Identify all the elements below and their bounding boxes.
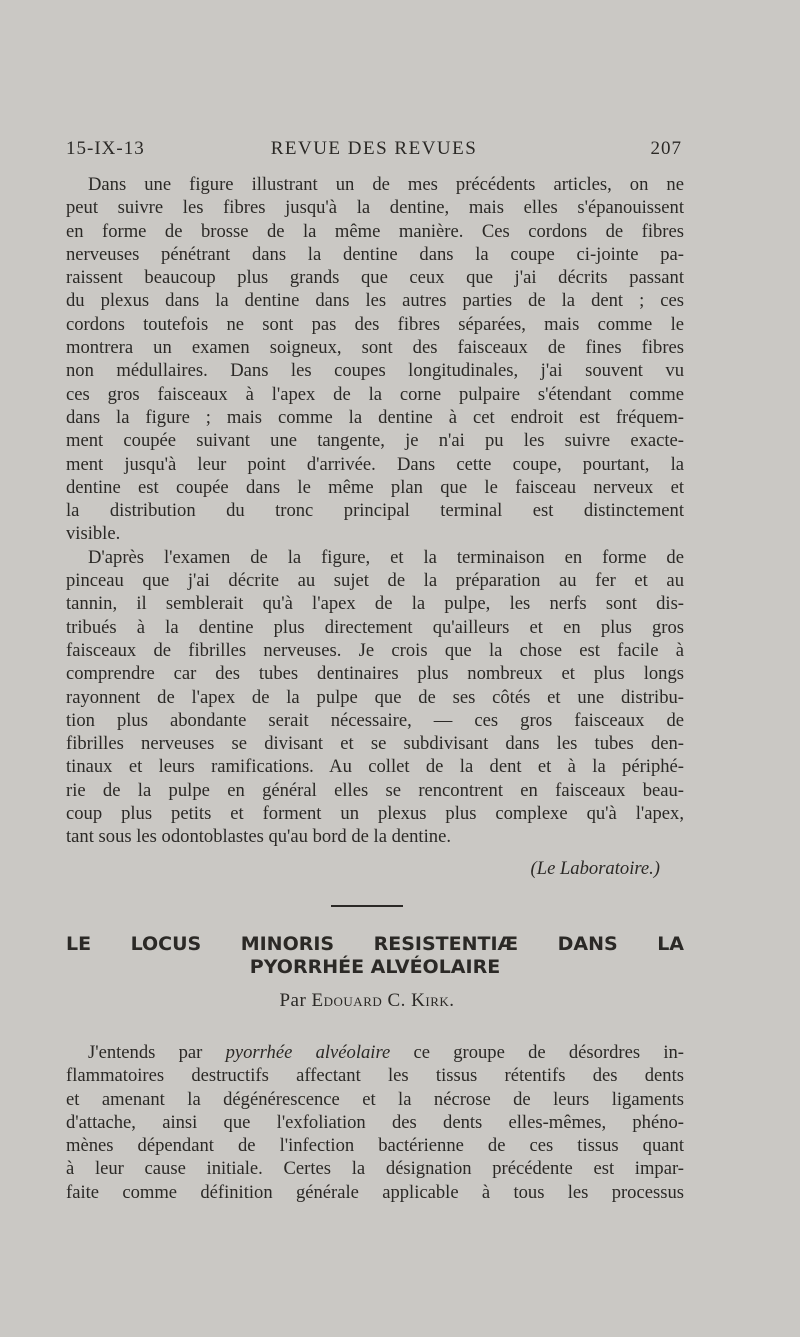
author-name: Edouard C. Kirk. bbox=[311, 990, 455, 1011]
text-line: d'attache, ainsi que l'exfoliation des dents elles-mêmes, phéno- bbox=[66, 1111, 684, 1133]
text-line: ment coupée suivant une tangente, je n'ai pu les suivre exacte- bbox=[66, 430, 684, 452]
title-word: LE bbox=[66, 933, 92, 955]
text-line: ment jusqu'à leur point d'arrivée. Dans cette coupe, pourtant, la bbox=[66, 453, 684, 475]
text-line: nerveuses pénétrant dans la dentine dans la coupe ci-jointe pa- bbox=[66, 243, 684, 265]
text-line: tribués à la dentine plus directement qu'ailleurs et en plus gros bbox=[66, 616, 684, 638]
body-text-lower bbox=[66, 1041, 684, 1204]
text-line: montrera un examen soigneux, sont des faisceaux de fines fibres bbox=[66, 337, 684, 359]
text-line: tion plus abondante serait nécessaire, — ces gros faisceaux de bbox=[66, 709, 684, 731]
text-line: visible. bbox=[66, 523, 121, 545]
text-line: Dans une figure illustrant un de mes précédents articles, on ne bbox=[88, 174, 684, 195]
section-divider bbox=[331, 905, 403, 907]
text-line: faisceaux de fibrilles nerveuses. Je crois que la chose est facile à bbox=[66, 639, 684, 661]
article-title-line-1 bbox=[66, 933, 684, 956]
emphasized-term: pyorrhée alvéolaire bbox=[225, 1042, 391, 1063]
text-line: rie de la pulpe en général elles se rencontrent en faisceaux beau- bbox=[66, 779, 684, 801]
text-line: flammatoires destructifs affectant les tissus rétentifs des dents bbox=[66, 1065, 684, 1087]
text-line: D'après l'examen de la figure, et la terminaison en forme de bbox=[88, 546, 684, 568]
text-line: dentine est coupée dans le même plan que le faisceau nerveux et bbox=[66, 476, 684, 498]
title-word: LA bbox=[657, 933, 684, 955]
text-line: dans la figure ; mais comme la dentine à cet endroit est fréquem- bbox=[66, 406, 684, 428]
text-line: tant sous les odontoblastes qu'au bord de la dentine. bbox=[66, 826, 451, 848]
header-date: 15-IX-13 bbox=[66, 138, 145, 159]
text-line: cordons toutefois ne sont pas des fibres séparées, mais comme le bbox=[66, 313, 684, 335]
text-line: fibrilles nerveuses se divisant et se subdivisant dans les tubes den- bbox=[66, 733, 684, 755]
author-byline bbox=[0, 990, 734, 1012]
text-line: pinceau que j'ai décrite au sujet de la préparation au fer et au bbox=[66, 570, 684, 592]
running-header bbox=[66, 138, 682, 164]
text-fragment: J'entends par bbox=[88, 1042, 203, 1063]
source-citation: (Le Laboratoire.) bbox=[530, 858, 660, 879]
text-fragment: ce groupe de désordres in- bbox=[413, 1042, 684, 1063]
text-line: peut suivre les fibres jusqu'à la dentine, mais elles s'épanouissent bbox=[66, 197, 684, 219]
text-line: non médullaires. Dans les coupes longitudinales, j'ai souvent vu bbox=[66, 360, 684, 382]
text-line: tannin, il semblerait qu'à l'apex de la pulpe, les nerfs sont dis- bbox=[66, 593, 684, 615]
paragraph-2 bbox=[66, 546, 684, 849]
text-line: coup plus petits et forment un plexus plus complexe qu'à l'apex, bbox=[66, 803, 684, 825]
text-line: la distribution du tronc principal terminal est distinctement bbox=[66, 500, 684, 522]
page-number: 207 bbox=[650, 138, 682, 159]
text-line bbox=[66, 1041, 684, 1064]
text-line: à leur cause initiale. Certes la désignation précédente est impar- bbox=[66, 1158, 684, 1180]
text-line: mènes dépendant de l'infection bactérienne de ces tissus quant bbox=[66, 1135, 684, 1157]
header-journal-title: REVUE DES REVUES bbox=[270, 138, 478, 159]
title-word: RESISTENTIÆ bbox=[373, 933, 519, 955]
text-line: ces gros faisceaux à l'apex de la corne pulpaire s'étendant comme bbox=[66, 383, 684, 405]
article-title-line-2: PYORRHÉE ALVÉOLAIRE bbox=[249, 956, 501, 978]
title-word: LOCUS bbox=[130, 933, 202, 955]
text-line: du plexus dans la dentine dans les autres parties de la dent ; ces bbox=[66, 290, 684, 312]
text-line: comprendre car des tubes dentinaires plus nombreux et plus longs bbox=[66, 663, 684, 685]
text-line: tinaux et leurs ramifications. Au collet de la dent et à la périphé- bbox=[66, 756, 684, 778]
text-line: et amenant la dégénérescence et la nécrose de leurs ligaments bbox=[66, 1088, 684, 1110]
text-line: raissent beaucoup plus grands que ceux que j'ai décrits passant bbox=[66, 267, 684, 289]
body-text-upper bbox=[66, 173, 684, 849]
text-line: faite comme définition générale applicable à tous les processus bbox=[66, 1181, 684, 1203]
article-title bbox=[66, 933, 684, 979]
text-line: rayonnent de l'apex de la pulpe que de ses côtés et une distribu- bbox=[66, 686, 684, 708]
title-word: DANS bbox=[557, 933, 618, 955]
title-word: MINORIS bbox=[240, 933, 335, 955]
paragraph-3 bbox=[66, 1041, 684, 1204]
paragraph-1 bbox=[66, 173, 684, 546]
byline-prefix: Par bbox=[279, 990, 307, 1011]
text-line: en forme de brosse de la même manière. Ces cordons de fibres bbox=[66, 220, 684, 242]
